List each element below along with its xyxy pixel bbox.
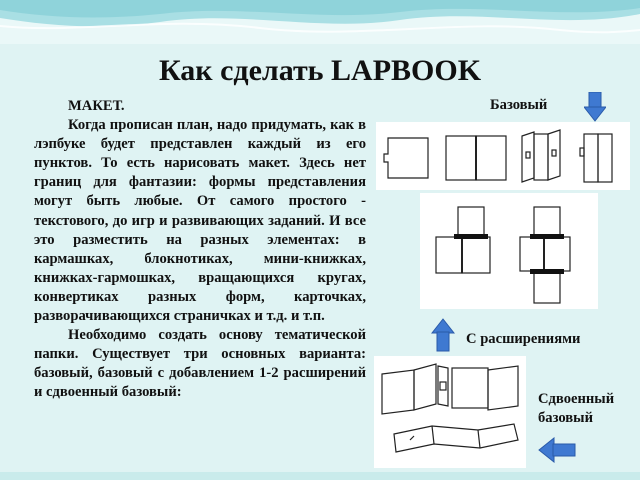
label-double-line2: базовый xyxy=(538,410,593,426)
bottom-band-decoration xyxy=(0,472,640,480)
description-text xyxy=(34,97,366,403)
page-title: Как сделать LAPBOOK xyxy=(158,54,482,87)
paragraph-variants: Необходимо создать основу тематической папки. Существует три основных варианта: базовый, базовый с добавлением 1-2 расширений и сдвоенный базовый: xyxy=(34,327,366,401)
label-extensions: С расширениями xyxy=(466,331,581,347)
paragraph-layout: Когда прописан план, надо придумать, как в лэпбуке будет представлен каждый из его пунктов. То есть нарисовать макет. Здесь нет границ для фантазии: формы представления могут быть любые. От самого простого - текстового, до игр и развивающих заданий. И все это разместить на разных элементах: в кармашках, блокнотиках, мини-книжках, книжках-гармошках, вращающихся кругах, конвертиках разных форм, карточках, разворачивающихся страничках и т.д. и т.п. xyxy=(34,117,366,325)
basic-layout-image xyxy=(376,122,630,190)
double-basic-layout-image xyxy=(374,356,526,468)
top-wave-decoration xyxy=(0,0,640,44)
label-double-line1: Сдвоенный xyxy=(538,391,615,407)
section-heading: МАКЕТ. xyxy=(68,98,125,114)
arrow-left-icon xyxy=(538,437,576,468)
arrow-up-icon xyxy=(431,318,455,357)
extensions-layout-image xyxy=(420,193,598,309)
label-double-basic xyxy=(538,390,614,428)
label-basic: Базовый xyxy=(490,97,548,113)
